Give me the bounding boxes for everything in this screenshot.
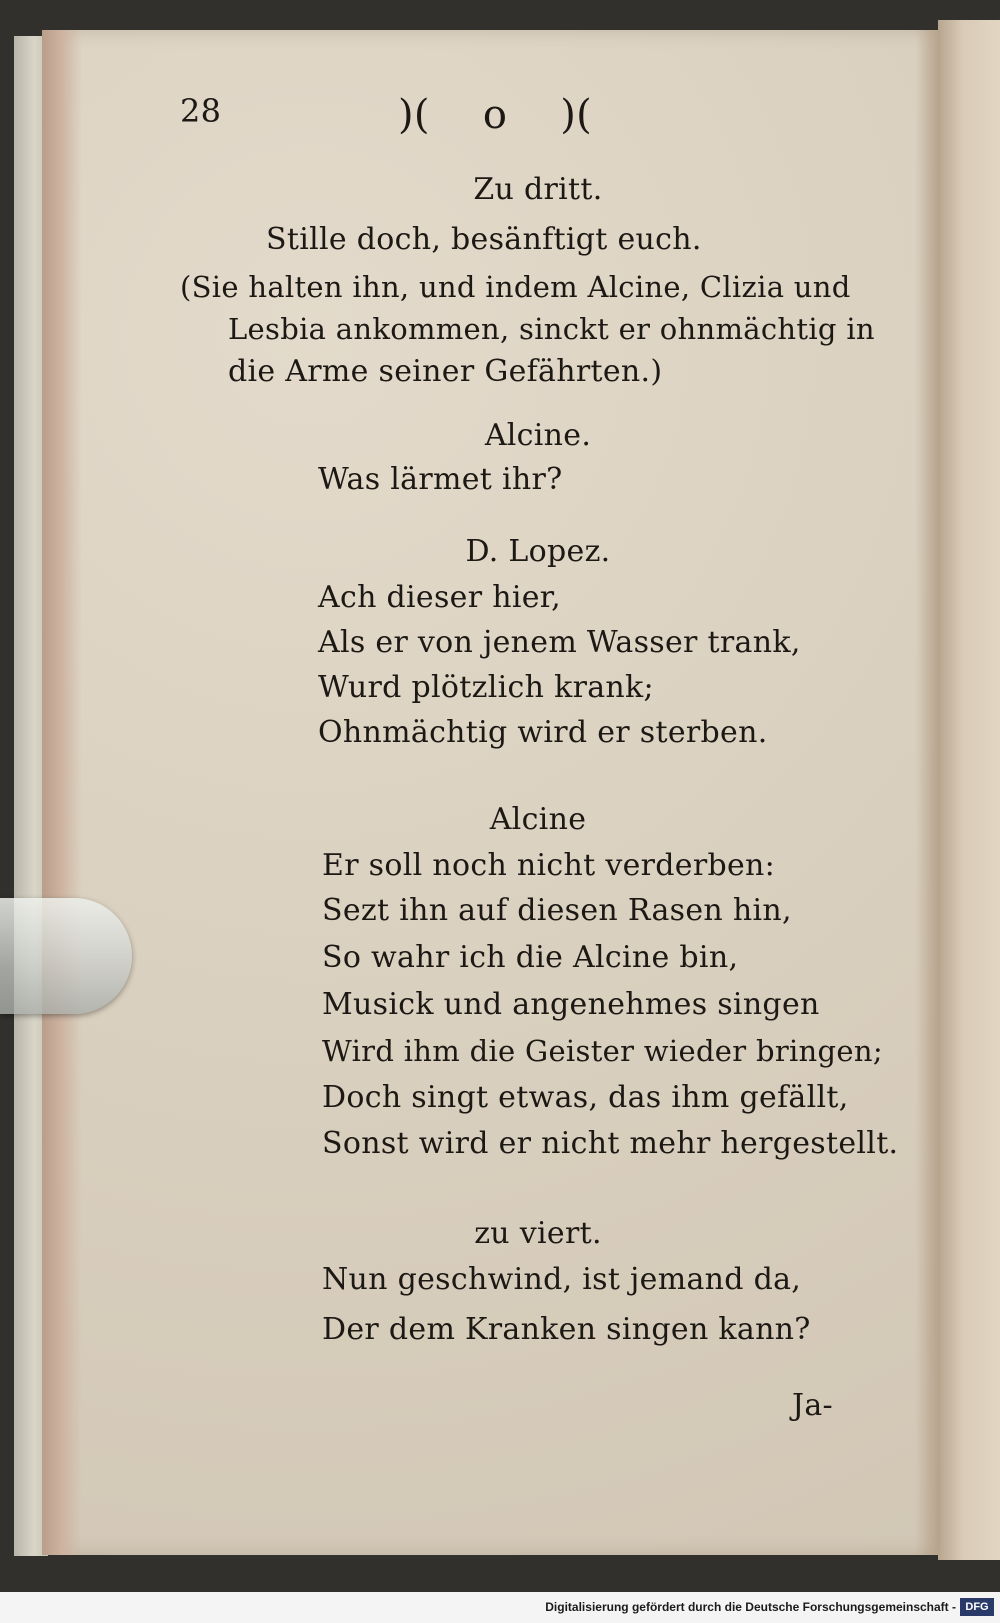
page-right-shadow (915, 30, 940, 1555)
text-line: Ohnmächtig wird er sterben. (318, 715, 768, 750)
facing-page-edge (938, 20, 1000, 1560)
text-line: Ach dieser hier, (318, 580, 561, 615)
text-line: Der dem Kranken singen kann? (322, 1312, 811, 1347)
stage-direction-line: die Arme seiner Gefährten.) (228, 354, 663, 389)
text-line: Doch singt etwas, das ihm gefällt, (322, 1080, 849, 1115)
text-line: Sezt ihn auf diesen Rasen hin, (322, 893, 792, 928)
speaker-heading: Zu dritt. (473, 172, 603, 207)
page-holder-clip (0, 898, 132, 1014)
speaker-heading: zu viert. (474, 1216, 602, 1251)
page-number: 28 (180, 92, 222, 130)
speaker-heading: D. Lopez. (465, 534, 611, 569)
dfg-logo: DFG (960, 1598, 994, 1616)
text-line: Als er von jenem Wasser trank, (318, 625, 801, 660)
header-ornament: )( o )( (398, 92, 593, 138)
text-line: Nun geschwind, ist jemand da, (322, 1262, 802, 1297)
digitization-footer (0, 1592, 1000, 1623)
text-line: Wurd plötzlich krank; (318, 670, 654, 705)
text-line: Musick und angenehmes singen (322, 987, 820, 1022)
text-line: Sonst wird er nicht mehr hergestellt. (322, 1126, 899, 1161)
text-line: So wahr ich die Alcine bin, (322, 940, 739, 975)
text-line: Stille doch, besänftigt euch. (266, 222, 702, 257)
text-line: Was lärmet ihr? (318, 462, 563, 497)
stage-direction-line: Lesbia ankommen, sinckt er ohnmächtig in (228, 312, 875, 346)
funding-credit: Digitalisierung gefördert durch die Deutsche Forschungsgemeinschaft - (545, 1600, 956, 1614)
catchword: Ja- (792, 1388, 833, 1423)
speaker-heading: Alcine (489, 802, 587, 837)
speaker-heading: Alcine. (484, 418, 592, 453)
text-line: Wird ihm die Geister wieder bringen; (322, 1034, 883, 1068)
stage-direction-line: (Sie halten ihn, und indem Alcine, Clizia und (180, 270, 851, 304)
text-line: Er soll noch nicht verderben: (322, 848, 776, 883)
page-gutter-shadow (42, 30, 82, 1555)
